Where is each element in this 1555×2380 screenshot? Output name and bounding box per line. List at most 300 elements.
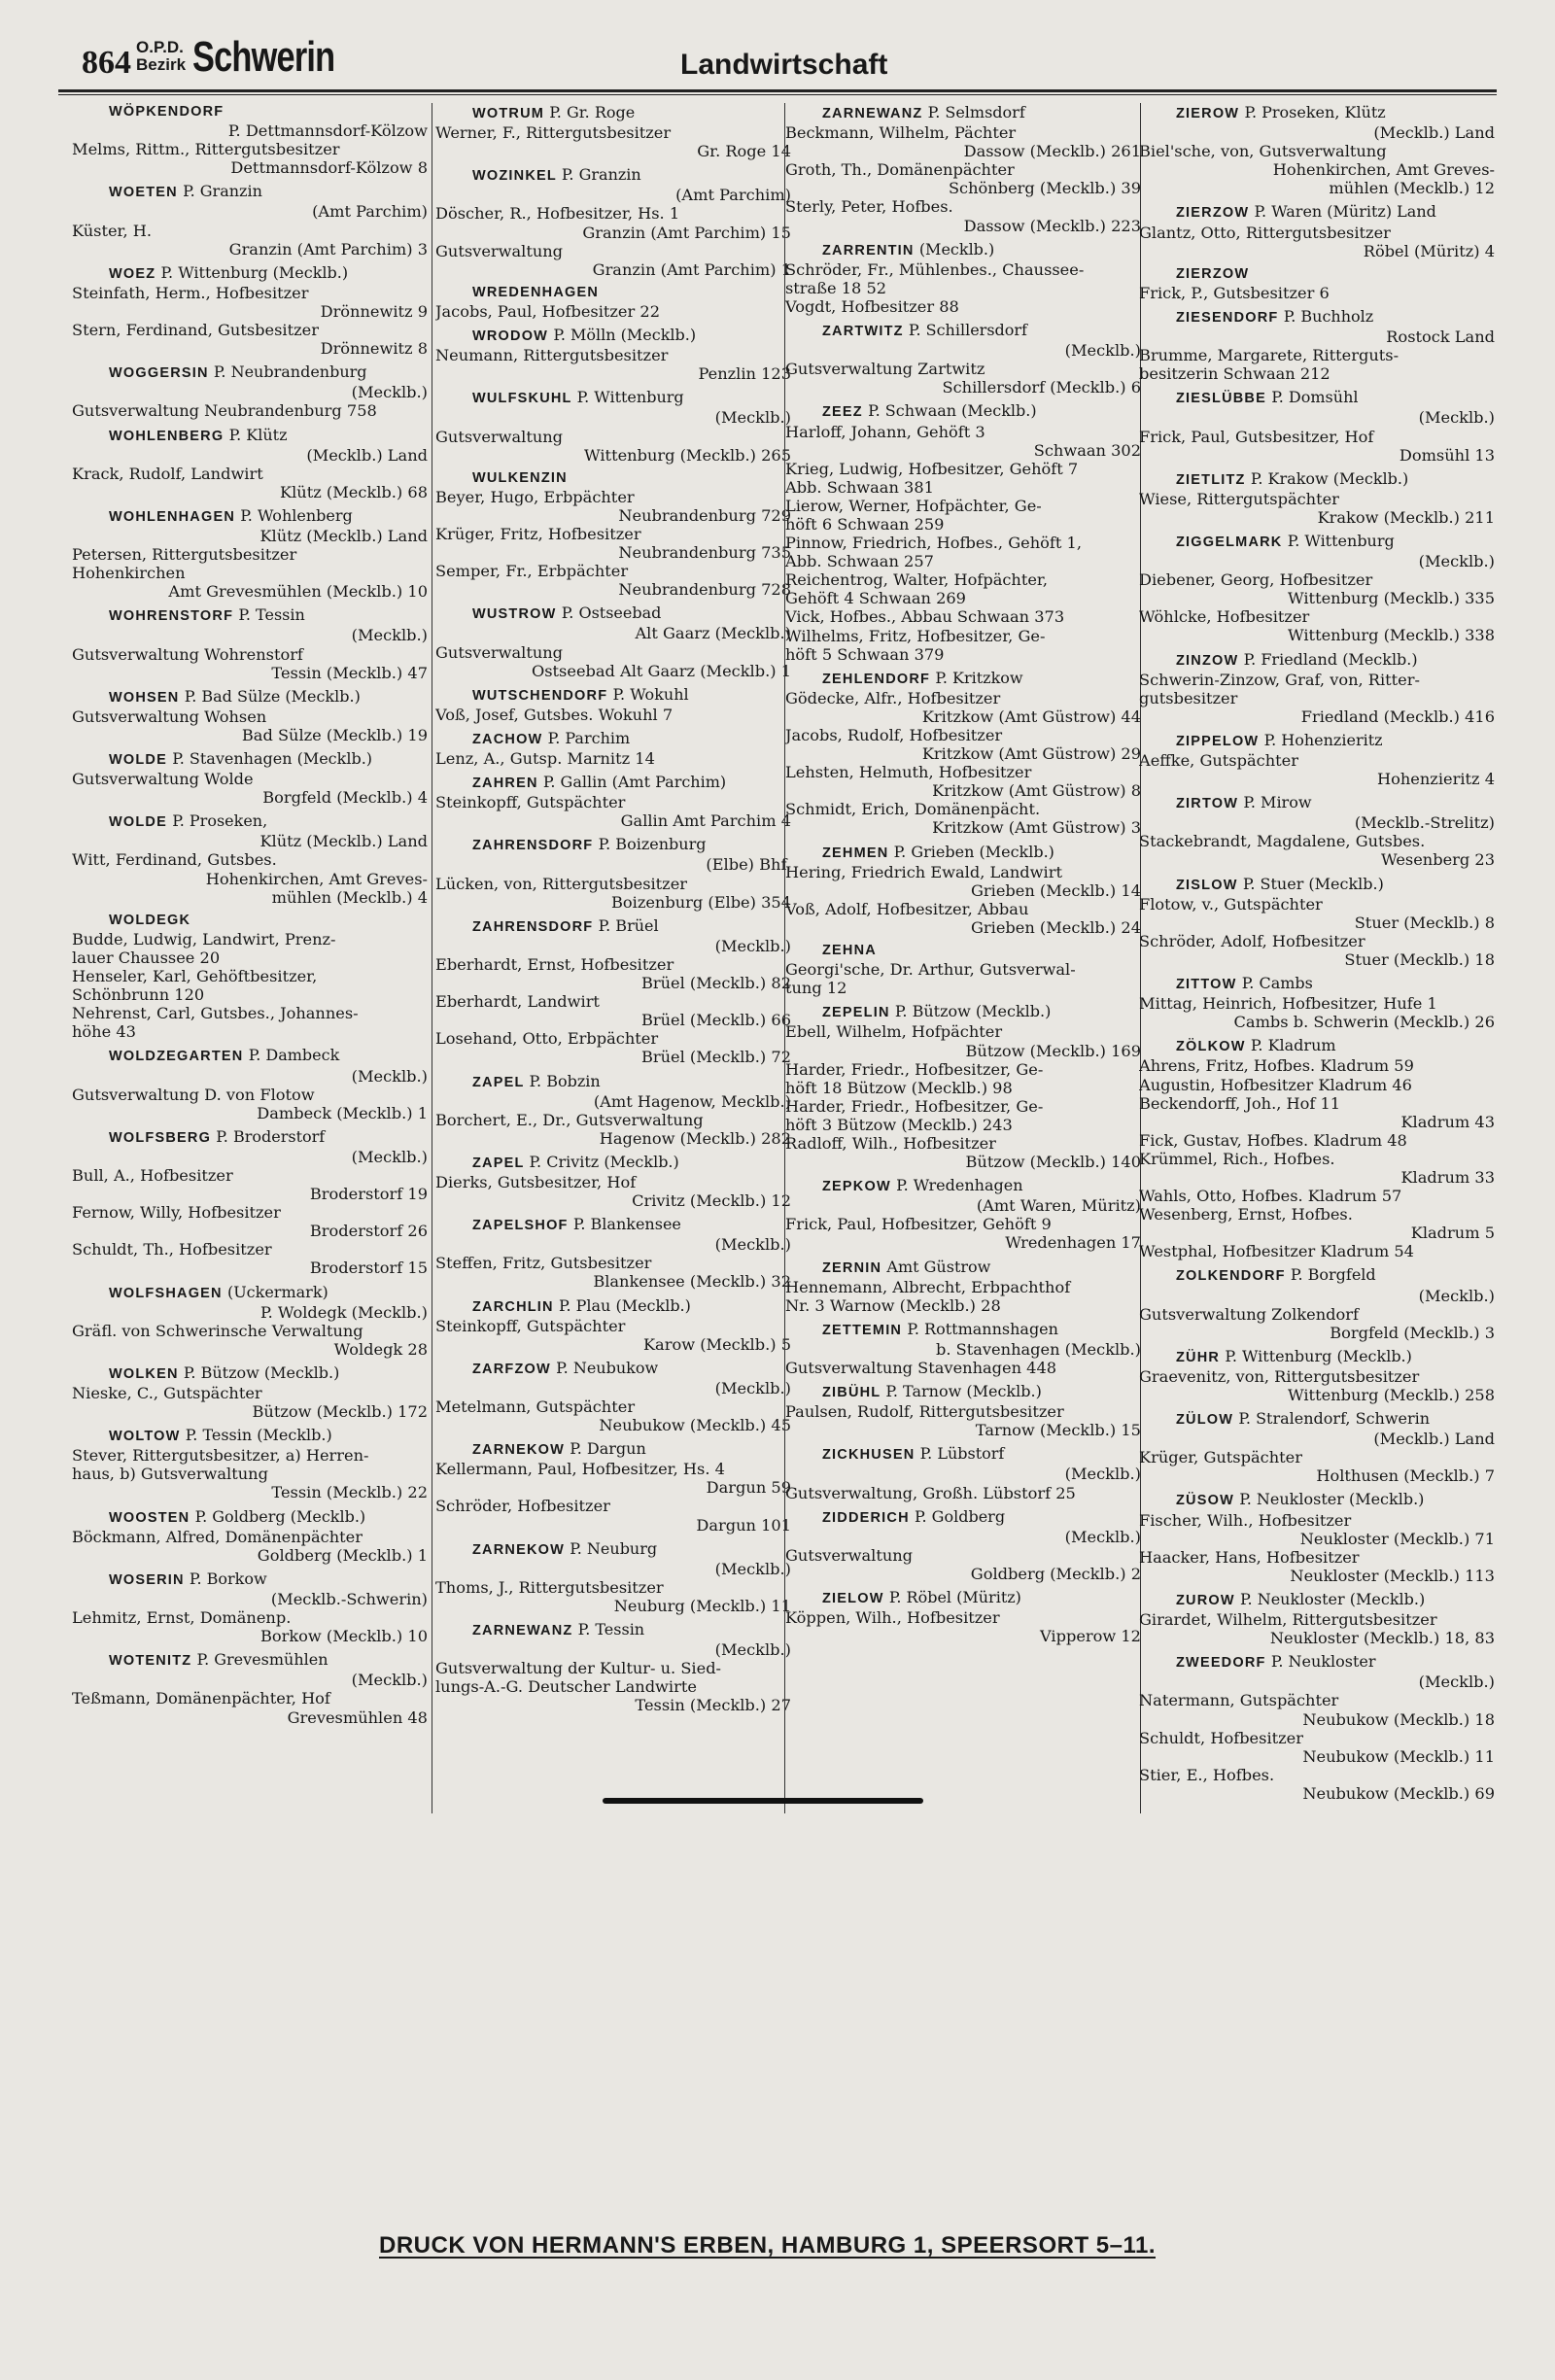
place-heading	[1139, 974, 1495, 994]
entry-line: Gutsverwaltung, Großh. Lübstorf 25	[785, 1483, 1076, 1502]
place-name: ZAHRENSDORF	[472, 918, 594, 935]
entry-line: Harder, Friedr., Hofbesitzer, Ge-	[785, 1096, 1044, 1116]
place-heading	[785, 1320, 1141, 1340]
directory-entry	[72, 182, 428, 258]
entry-line: Domsühl 13	[1399, 445, 1495, 465]
entry-line: Klütz (Mecklb.) Land	[259, 526, 428, 545]
entry-line: höft 6 Schwaan 259	[785, 514, 945, 534]
entry-line: Schwaan 302	[1033, 440, 1141, 460]
post-office: P. Domsühl	[1271, 388, 1359, 407]
directory-entry	[1139, 793, 1495, 869]
directory-entry	[435, 326, 791, 383]
place-heading	[1139, 650, 1495, 671]
post-office: P. Boizenburg	[598, 835, 707, 854]
directory-entry	[785, 240, 1141, 316]
directory-entry	[72, 1569, 428, 1645]
directory-entry	[435, 165, 791, 279]
entry-line: (Mecklb.-Schwerin)	[270, 1589, 428, 1608]
place-name: ZARNEWANZ	[472, 1623, 573, 1639]
directory-entry	[1139, 103, 1495, 197]
place-name: ZARNEWANZ	[822, 106, 923, 121]
post-office: P. Friedland (Mecklb.)	[1243, 649, 1418, 669]
entry-line: Dassow (Mecklb.) 223	[963, 216, 1141, 235]
post-office: P. Kritzkow	[935, 668, 1023, 687]
post-office: P. Wittenburg	[576, 388, 684, 407]
entry-line: Grevesmühlen 48	[287, 1707, 428, 1727]
place-heading	[435, 773, 791, 793]
entry-line: Neubukow (Mecklb.) 69	[1302, 1783, 1495, 1803]
post-office: P. Neubukow	[556, 1358, 659, 1377]
entry-line: Gutsverwaltung Zolkendorf	[1139, 1304, 1360, 1324]
entry-line: Granzin (Amt Parchim) 3	[228, 239, 428, 259]
entry-line: Borgfeld (Mecklb.) 3	[1330, 1323, 1495, 1342]
entry-line: (Amt Parchim)	[312, 202, 428, 222]
entry-line: (Amt Hagenow, Mecklb.)	[593, 1091, 791, 1111]
section-title: Landwirtschaft	[680, 49, 888, 81]
entry-line: Ebell, Wilhelm, Hofpächter	[785, 1022, 1003, 1042]
directory-column-3	[785, 103, 1141, 1813]
place-name: ZÜSOW	[1176, 1493, 1234, 1509]
place-heading	[785, 401, 1141, 422]
entry-line: Melms, Rittm., Rittergutsbesitzer	[72, 140, 340, 159]
entry-line: Kladrum 5	[1410, 1224, 1495, 1243]
place-heading	[72, 1283, 428, 1303]
entry-line: Witt, Ferdinand, Gutsbes.	[72, 850, 277, 870]
entry-line: (Mecklb.)	[714, 1378, 791, 1397]
entry-line: Kritzkow (Amt Güstrow) 44	[921, 707, 1141, 726]
directory-entry	[72, 362, 428, 420]
place-heading	[435, 388, 791, 408]
place-name: WULFSKUHL	[472, 391, 572, 407]
directory-entry	[435, 1072, 791, 1148]
entry-line: Gutsverwaltung	[435, 427, 564, 446]
entry-line: Schuldt, Hofbesitzer	[1139, 1728, 1303, 1747]
entry-line: Schillersdorf (Mecklb.) 6	[942, 378, 1141, 397]
entry-line: tung 12	[785, 979, 847, 998]
entry-line: Neuburg (Mecklb.) 11	[613, 1596, 791, 1615]
place-heading	[785, 321, 1141, 341]
entry-line: mühlen (Mecklb.) 4	[271, 887, 428, 907]
directory-entry	[785, 103, 1141, 235]
post-office: P. Grieben (Mecklb.)	[893, 842, 1054, 861]
place-name: ZARFZOW	[472, 1361, 551, 1377]
entry-line: (Mecklb.)	[351, 1147, 428, 1166]
directory-entry	[72, 1507, 428, 1565]
post-office: P. Bützow (Mecklb.)	[894, 1002, 1052, 1021]
post-office: P. Proseken, Klütz	[1244, 103, 1386, 121]
place-heading	[435, 1539, 791, 1560]
entry-line: Gutsverwaltung Wohsen	[72, 707, 267, 726]
entry-line: gutsbesitzer	[1139, 688, 1238, 707]
directory-entry	[1139, 265, 1495, 302]
entry-line: (Elbe) Bhf.	[706, 855, 791, 875]
entry-line: Wilhelms, Fritz, Hofbesitzer, Ge-	[785, 626, 1046, 645]
page-header	[58, 29, 1497, 93]
entry-line: Friedland (Mecklb.) 416	[1300, 707, 1495, 726]
place-name: ZAPEL	[472, 1074, 525, 1090]
place-name: WOGGERSIN	[109, 365, 209, 382]
entry-line: Karow (Mecklb.) 5	[642, 1334, 791, 1354]
place-heading	[435, 1215, 791, 1235]
post-office: P. Bad Sülze (Mecklb.)	[184, 686, 361, 706]
entry-line: höft 3 Bützow (Mecklb.) 243	[785, 1115, 1013, 1134]
entry-line: Drönnewitz 9	[320, 301, 428, 321]
entry-line: Fischer, Wilh., Hofbesitzer	[1139, 1510, 1352, 1530]
place-heading	[72, 605, 428, 626]
entry-line: Tessin (Mecklb.) 47	[271, 663, 428, 682]
place-name: WOZINKEL	[472, 168, 557, 185]
place-heading	[72, 362, 428, 383]
post-office: P. Plau (Mecklb.)	[558, 1295, 691, 1315]
entry-line: Nehrenst, Carl, Gutsbes., Johannes-	[72, 1004, 359, 1023]
entry-line: Brüel (Mecklb.) 66	[640, 1011, 791, 1030]
place-heading	[435, 1620, 791, 1640]
place-name: WRODOW	[472, 328, 549, 345]
entry-line: Kritzkow (Amt Güstrow) 3	[932, 818, 1141, 838]
entry-line: Gutsverwaltung D. von Flotow	[72, 1085, 315, 1104]
place-heading	[435, 165, 791, 186]
place-name: ZÜLOW	[1176, 1412, 1234, 1429]
place-name: ZARCHLIN	[472, 1298, 554, 1315]
entry-line: Beyer, Hugo, Erbpächter	[435, 487, 635, 506]
place-name: WOHLENBERG	[109, 428, 225, 444]
place-name: ZAPEL	[472, 1155, 525, 1171]
entry-line: Dassow (Mecklb.) 261	[963, 142, 1141, 161]
post-office: P. Borkow	[189, 1569, 267, 1588]
entry-line: Frick, P., Gutsbesitzer 6	[1139, 283, 1330, 302]
post-office: P. Hohenzieritz	[1263, 730, 1383, 749]
post-office: P. Tarnow (Mecklb.)	[885, 1382, 1042, 1401]
directory-column-2	[435, 103, 791, 1813]
post-office: P. Granzin	[183, 182, 262, 201]
place-name: ZARNEKOW	[472, 1442, 565, 1459]
entry-line: Gutsverwaltung der Kultur- u. Sied-	[435, 1659, 722, 1678]
entry-line: Bützow (Mecklb.) 169	[965, 1041, 1141, 1060]
entry-line: höhe 43	[72, 1022, 136, 1042]
directory-entry	[435, 284, 791, 321]
entry-line: Graevenitz, von, Rittergutsbesitzer	[1139, 1366, 1420, 1386]
post-office: P. Gallin (Amt Parchim)	[542, 773, 727, 792]
directory-entry	[72, 1046, 428, 1121]
post-office: (Mecklb.)	[918, 239, 995, 259]
place-name: ZÜHR	[1176, 1349, 1221, 1365]
entry-line: Wahls, Otto, Hofbes. Kladrum 57	[1139, 1187, 1402, 1206]
directory-entry	[785, 1507, 1141, 1583]
entry-line: (Mecklb.)	[1064, 1527, 1141, 1546]
place-heading	[435, 1296, 791, 1317]
entry-line: Drönnewitz 8	[320, 339, 428, 359]
entry-line: Thoms, J., Rittergutsbesitzer	[435, 1577, 664, 1597]
place-heading	[72, 687, 428, 707]
post-office: P. Proseken,	[172, 811, 268, 831]
place-name: ZITTOW	[1176, 977, 1237, 993]
post-office: P. Wredenhagen	[896, 1176, 1023, 1195]
entry-line: Jacobs, Rudolf, Hofbesitzer	[785, 726, 1003, 744]
directory-column-4	[1139, 103, 1495, 1813]
entry-line: (Mecklb.)	[1064, 1465, 1141, 1484]
entry-line: Gr. Roge 14	[697, 142, 791, 161]
entry-line: Gehöft 4 Schwaan 269	[785, 589, 966, 608]
entry-line: Steinkopff, Gutspächter	[435, 793, 626, 812]
place-name: ZAPELSHOF	[472, 1218, 569, 1234]
post-office: P. Blankensee	[572, 1215, 681, 1234]
post-office: P. Gr. Roge	[549, 103, 636, 121]
directory-entry	[435, 1359, 791, 1434]
directory-entry	[785, 321, 1141, 397]
directory-entry	[72, 605, 428, 681]
entry-line: Boizenburg (Elbe) 354	[611, 892, 791, 912]
directory-entry	[72, 426, 428, 501]
entry-line: Gödecke, Alfr., Hofbesitzer	[785, 688, 1001, 707]
entry-line: Radloff, Wilh., Hofbesitzer	[785, 1133, 996, 1153]
entry-line: Krack, Rudolf, Landwirt	[72, 464, 263, 483]
directory-entry	[1139, 1590, 1495, 1647]
directory-entry	[785, 1002, 1141, 1171]
directory-entry	[1139, 974, 1495, 1031]
post-office: P. Tessin	[577, 1620, 645, 1639]
entry-line: Eberhardt, Ernst, Hofbesitzer	[435, 954, 674, 974]
entry-line: Brüel (Mecklb.) 72	[640, 1048, 791, 1067]
entry-line: Glantz, Otto, Rittergutsbesitzer	[1139, 223, 1391, 242]
entry-line: Krüger, Fritz, Hofbesitzer	[435, 524, 641, 543]
entry-line: (Mecklb.)	[714, 936, 791, 955]
place-name: ZIPPELOW	[1176, 733, 1260, 749]
entry-line: Voß, Josef, Gutsbes. Wokuhl 7	[435, 705, 674, 724]
entry-line: Tessin (Mecklb.) 22	[271, 1483, 428, 1502]
post-office: P. Bobzin	[529, 1071, 601, 1090]
place-heading	[1139, 1265, 1495, 1286]
place-heading	[435, 1072, 791, 1092]
entry-line: Neukloster (Mecklb.) 113	[1290, 1566, 1495, 1585]
directory-entry	[72, 1650, 428, 1726]
entry-line: Eberhardt, Landwirt	[435, 992, 600, 1012]
entry-line: Ahrens, Fritz, Hofbes. Kladrum 59	[1139, 1056, 1414, 1076]
place-heading	[72, 912, 428, 930]
entry-line: Gutsverwaltung	[435, 642, 564, 662]
place-heading	[435, 1153, 791, 1173]
place-name: ZERNIN	[822, 1259, 882, 1276]
place-heading	[1139, 1409, 1495, 1430]
entry-line: Hennemann, Albrecht, Erbpachthof	[785, 1277, 1071, 1296]
directory-entry	[1139, 202, 1495, 259]
entry-line: Vogdt, Hofbesitzer 88	[785, 296, 959, 316]
post-office: P. Tessin (Mecklb.)	[185, 1426, 332, 1445]
directory-entry	[435, 729, 791, 768]
post-office: P. Schillersdorf	[908, 321, 1027, 340]
directory-entry	[72, 1363, 428, 1421]
entry-line: Stern, Ferdinand, Gutsbesitzer	[72, 321, 319, 340]
entry-line: Henseler, Karl, Gehöftbesitzer,	[72, 967, 318, 986]
entry-line: Krieg, Ludwig, Hofbesitzer, Gehöft 7	[785, 459, 1079, 478]
entry-line: Westphal, Hofbesitzer Kladrum 54	[1139, 1242, 1414, 1261]
directory-entry	[785, 1382, 1141, 1439]
entry-line: Tessin (Mecklb.) 27	[635, 1696, 791, 1715]
place-heading	[435, 729, 791, 749]
entry-line: Penzlin 123	[698, 364, 791, 384]
entry-line: Schönberg (Mecklb.) 39	[948, 179, 1141, 198]
entry-line: Biel'sche, von, Gutsverwaltung	[1139, 142, 1387, 161]
entry-line: Wittenburg (Mecklb.) 258	[1288, 1386, 1495, 1404]
place-heading	[1139, 1347, 1495, 1367]
entry-line: Schröder, Fr., Mühlenbes., Chaussee-	[785, 259, 1085, 279]
entry-line: Gallin Amt Parchim 4	[620, 811, 791, 831]
printer-imprint: DRUCK VON HERMANN'S ERBEN, HAMBURG 1, SPEERSORT 5–11.	[379, 2232, 1156, 2259]
place-name: ZINZOW	[1176, 652, 1239, 669]
entry-line: (Mecklb.)	[1064, 341, 1141, 361]
entry-line: Paulsen, Rudolf, Rittergutsbesitzer	[785, 1402, 1064, 1422]
entry-line: Kladrum 43	[1400, 1112, 1495, 1131]
opd-line-1: O.P.D.	[136, 38, 184, 56]
entry-line: haus, b) Gutsverwaltung	[72, 1465, 268, 1484]
place-heading	[1139, 202, 1495, 223]
place-name: ZIESLÜBBE	[1176, 391, 1266, 407]
entry-line: Bützow (Mecklb.) 172	[252, 1402, 428, 1422]
directory-entry	[72, 506, 428, 601]
entry-line: Brumme, Margarete, Ritterguts-	[1139, 346, 1400, 365]
end-divider	[603, 1798, 923, 1804]
place-name: WÖPKENDORF	[109, 104, 225, 120]
opd-line-2: Bezirk	[136, 55, 187, 74]
directory-entry	[435, 1539, 791, 1615]
place-name: ZETTEMIN	[822, 1322, 903, 1338]
place-name: ZOLKENDORF	[1176, 1268, 1286, 1285]
post-office: P. Grevesmühlen	[196, 1650, 328, 1670]
entry-line: Gutsverwaltung Neubrandenburg 758	[72, 401, 377, 421]
place-name: ZARNEKOW	[472, 1541, 565, 1558]
entry-line: (Mecklb.)	[1418, 1673, 1495, 1692]
directory-entry	[435, 773, 791, 830]
entry-line: Wöhlcke, Hofbesitzer	[1139, 607, 1310, 627]
directory-entry	[785, 401, 1141, 663]
entry-line: Neubukow (Mecklb.) 45	[599, 1416, 791, 1435]
place-name: WOLKEN	[109, 1365, 179, 1382]
directory-entry	[435, 1153, 791, 1210]
entry-line: Dargun 101	[696, 1515, 791, 1535]
post-office: P. Brüel	[598, 915, 659, 935]
entry-line: Crivitz (Mecklb.) 12	[632, 1191, 791, 1211]
entry-line: Haacker, Hans, Hofbesitzer	[1139, 1547, 1360, 1567]
place-heading	[1139, 469, 1495, 490]
entry-line: Krüger, Gutspächter	[1139, 1448, 1302, 1467]
entry-line: Neubrandenburg 728	[618, 580, 791, 600]
entry-line: Gräfl. von Schwerinsche Verwaltung	[72, 1321, 363, 1340]
place-name: ZISLOW	[1176, 877, 1238, 893]
entry-line: Groth, Th., Domänenpächter	[785, 160, 1015, 180]
place-heading	[785, 942, 1141, 960]
place-heading	[72, 182, 428, 202]
entry-line: Cambs b. Schwerin (Mecklb.) 26	[1233, 1013, 1495, 1032]
entry-line: Neubrandenburg 729	[618, 505, 791, 525]
place-heading	[72, 1426, 428, 1446]
page-number: 864	[82, 45, 131, 81]
entry-line: (Mecklb.) Land	[1373, 1430, 1495, 1449]
place-heading	[72, 506, 428, 527]
entry-line: Broderstorf 19	[309, 1185, 428, 1204]
directory-entry	[1139, 1265, 1495, 1341]
place-name: WOTRUM	[472, 106, 545, 121]
place-heading	[435, 1439, 791, 1460]
place-heading	[72, 1569, 428, 1590]
entry-line: Pinnow, Friedrich, Hofbes., Gehöft 1,	[785, 534, 1082, 553]
entry-line: Krakow (Mecklb.) 211	[1317, 507, 1495, 527]
entry-line: Sterly, Peter, Hofbes.	[785, 197, 953, 217]
place-heading	[435, 685, 791, 706]
entry-line: Schmidt, Erich, Domänenpächt.	[785, 800, 1041, 819]
entry-line: höft 18 Bützow (Mecklb.) 98	[785, 1078, 1013, 1097]
entry-line: Wittenburg (Mecklb.) 335	[1288, 589, 1495, 608]
entry-line: Hagenow (Mecklb.) 282	[599, 1128, 791, 1148]
entry-line: Georgi'sche, Dr. Arthur, Gutsverwal-	[785, 960, 1076, 980]
place-heading	[435, 469, 791, 488]
place-heading	[785, 843, 1141, 863]
entry-line: (Mecklb.)	[714, 1559, 791, 1578]
directory-entry	[435, 1439, 791, 1534]
entry-line: Harder, Friedr., Hofbesitzer, Ge-	[785, 1059, 1044, 1079]
entry-line: Woldegk 28	[333, 1339, 428, 1359]
entry-line: Harloff, Johann, Gehöft 3	[785, 422, 985, 441]
directory-entry	[1139, 1409, 1495, 1485]
place-name: ZIERZOW	[1176, 205, 1250, 222]
entry-line: (Mecklb.) Land	[306, 445, 428, 465]
directory-entry	[1139, 469, 1495, 527]
directory-entry	[435, 835, 791, 911]
entry-line: Borchert, E., Dr., Gutsverwaltung	[435, 1110, 704, 1129]
entry-line: Gutsverwaltung Zartwitz	[785, 360, 985, 379]
place-heading	[785, 1176, 1141, 1196]
entry-line: Hering, Friedrich Ewald, Landwirt	[785, 862, 1062, 881]
place-name: ZARTWITZ	[822, 324, 904, 340]
place-heading	[1139, 1590, 1495, 1610]
entry-line: Lehsten, Helmuth, Hofbesitzer	[785, 763, 1032, 782]
entry-line: Granzin (Amt Parchim) 15	[582, 223, 791, 242]
entry-line: (Mecklb.-Strelitz)	[1354, 813, 1495, 833]
directory-entry	[1139, 388, 1495, 464]
entry-line: Granzin (Amt Parchim) 1	[592, 259, 791, 279]
place-name: ZAHREN	[472, 776, 538, 792]
directory-entry	[72, 1127, 428, 1278]
entry-line: Grieben (Mecklb.) 24	[970, 917, 1141, 937]
place-name: WOOSTEN	[109, 1509, 190, 1526]
entry-line: Bad Sülze (Mecklb.) 19	[241, 725, 428, 744]
place-name: ZIEROW	[1176, 106, 1240, 121]
entry-line: mühlen (Mecklb.) 12	[1329, 179, 1495, 198]
place-heading	[435, 284, 791, 302]
entry-line: Steinfath, Herm., Hofbesitzer	[72, 283, 309, 302]
entry-line: Lücken, von, Rittergutsbesitzer	[435, 874, 688, 893]
directory-entry	[1139, 1490, 1495, 1584]
place-heading	[1139, 532, 1495, 552]
directory-entry	[435, 103, 791, 160]
directory-entry	[785, 843, 1141, 937]
place-name: ZACHOW	[472, 731, 543, 747]
post-office: P. Schwaan (Mecklb.)	[868, 401, 1037, 421]
entry-line: Neumann, Rittergutsbesitzer	[435, 346, 669, 365]
place-heading	[72, 749, 428, 770]
entry-line: Schwerin-Zinzow, Graf, von, Ritter-	[1139, 670, 1420, 689]
entry-line: Reichentrog, Walter, Hofpächter,	[785, 570, 1049, 590]
entry-line: Schuldt, Th., Hofbesitzer	[72, 1240, 272, 1259]
entry-line: Wesenberg, Ernst, Hofbes.	[1139, 1205, 1353, 1224]
entry-line: höft 5 Schwaan 379	[785, 644, 945, 664]
entry-line: (Mecklb.)	[351, 383, 428, 402]
directory-entry	[785, 1176, 1141, 1252]
entry-line: Frick, Paul, Gutsbesitzer, Hof	[1139, 427, 1374, 446]
entry-line: Wittenburg (Mecklb.) 338	[1288, 626, 1495, 645]
place-name: ZEPELIN	[822, 1005, 890, 1021]
entry-line: (Mecklb.)	[351, 1066, 428, 1086]
place-heading	[785, 1588, 1141, 1608]
entry-line: Holthusen (Mecklb.) 7	[1316, 1466, 1495, 1486]
